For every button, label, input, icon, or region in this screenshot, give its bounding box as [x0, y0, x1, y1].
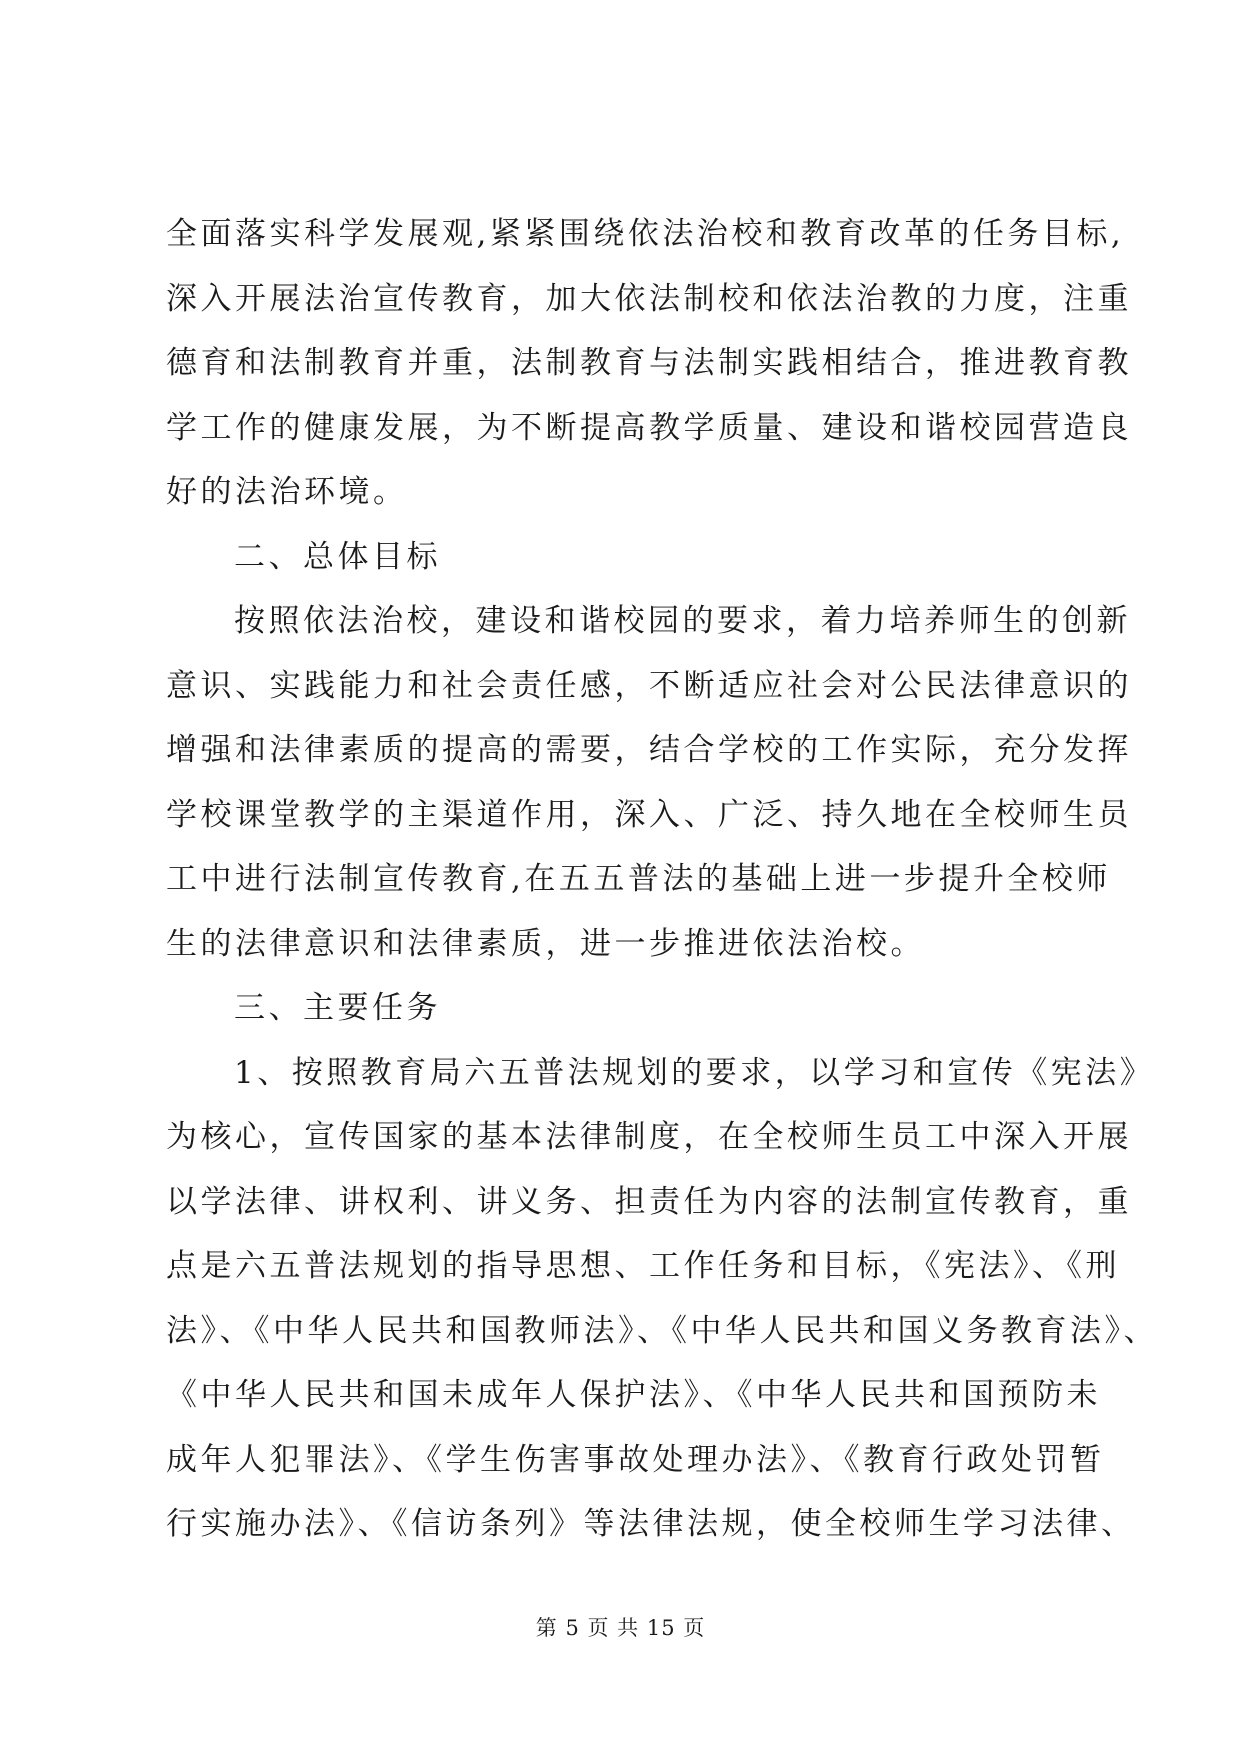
paragraph-first-line: 1、按照教育局六五普法规划的要求，以学习和宣传《宪法》 [234, 1054, 1155, 1091]
body-line: 《中华人民共和国未成年人保护法》、《中华人民共和国预防未 [166, 1377, 1101, 1413]
body-line: 为核心，宣传国家的基本法律制度，在全校师生员工中深入开展 [166, 1119, 1132, 1155]
body-line: 行实施办法》、《信访条列》等法律法规，使全校师生学习法律、 [166, 1506, 1136, 1542]
body-line: 工中进行法制宣传教育,在五五普法的基础上进一步提升全校师 [166, 861, 1111, 897]
body-line: 学工作的健康发展，为不断提高教学质量、建设和谐校园营造良 [166, 409, 1132, 446]
body-line: 全面落实科学发展观,紧紧围绕依法治校和教育改革的任务目标, [166, 216, 1125, 252]
body-line: 点是六五普法规划的指导思想、工作任务和目标，《宪法》、《刑 [166, 1248, 1120, 1284]
body-line: 法》、《中华人民共和国教师法》、《中华人民共和国义务教育法》、 [166, 1312, 1158, 1349]
body-line: 学校课堂教学的主渠道作用，深入、广泛、持久地在全校师生员 [166, 796, 1132, 833]
body-line: 成年人犯罪法》、《学生伤害事故处理办法》、《教育行政处罚暂 [166, 1441, 1105, 1478]
body-line: 好的法治环境。 [166, 474, 408, 510]
body-line: 以学法律、讲权利、讲义务、担责任为内容的法制宣传教育，重 [166, 1183, 1132, 1220]
section-heading: 二、总体目标 [234, 538, 441, 575]
paragraph-first-line: 按照依法治校，建设和谐校园的要求，着力培养师生的创新 [234, 603, 1131, 639]
body-line: 德育和法制教育并重，法制教育与法制实践相结合，推进教育教 [166, 345, 1132, 381]
body-line: 意识、实践能力和社会责任感，不断适应社会对公民法律意识的 [166, 667, 1132, 704]
body-line: 生的法律意识和法律素质，进一步推进依法治校。 [166, 925, 925, 962]
body-line: 深入开展法治宣传教育，加大依法制校和依法治教的力度，注重 [166, 280, 1132, 317]
page-number-footer: 第 5 页 共 15 页 [535, 1616, 706, 1640]
body-line: 增强和法律素质的提高的需要，结合学校的工作实际，充分发挥 [166, 732, 1132, 768]
section-heading: 三、主要任务 [234, 990, 441, 1026]
document-body [166, 202, 1158, 1557]
